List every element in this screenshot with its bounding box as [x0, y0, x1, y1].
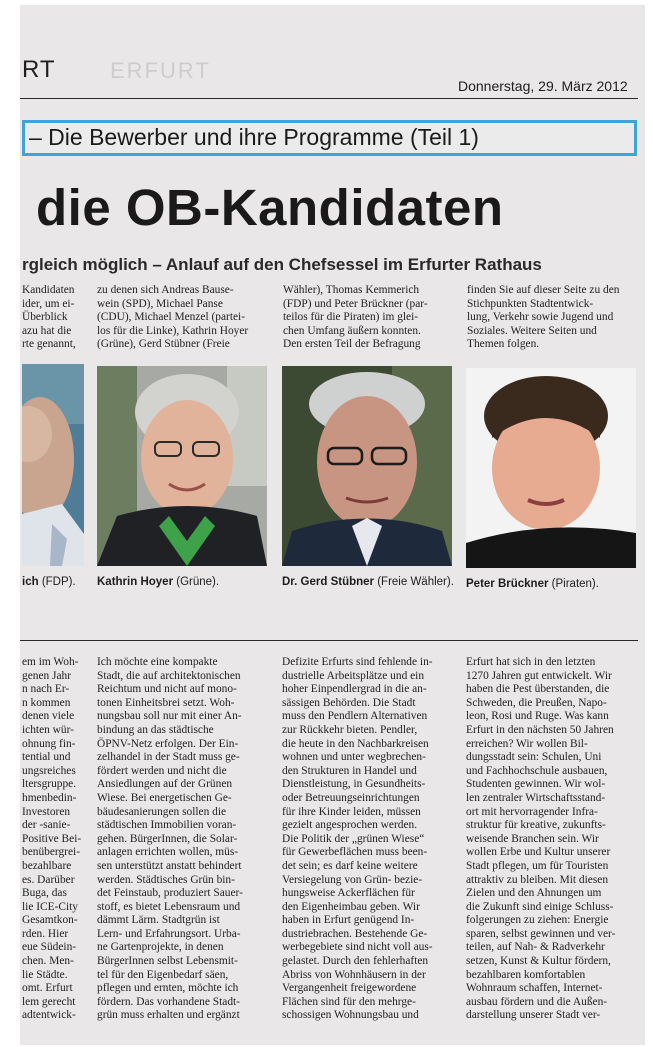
article-text: em im Woh- genen Jahr n nach Er- n kommen denen viele ichten wür- ohnung fin- tential und ungsreiches ltersgruppe. hmenbedin- Investoren der -sanie- Positive Bei- benübergrei- bezahlbare es. Darüber Buga, das lie ICE-City Gesamtkon- rden. Hier eue Südein- chen. Men- lie Städte. omt. Erfurt lem gerecht adtentwick-: [22, 656, 82, 1022]
candidate-photo-stuebner: [282, 366, 452, 566]
photo-caption-stuebner: [282, 576, 454, 588]
masthead-rule: [20, 98, 638, 99]
subheadline: rgleich möglich – Anlauf auf den Chefsessel im Erfurter Rathaus: [22, 255, 542, 274]
article-text: Ich möchte eine kompakte Stadt, die auf architektonischen Reichtum und nicht auf mono- tonen Einheitsbrei setzt. Woh- nungsbau soll nur mit einer An- bindung an das städtische ÖPNV-Netz erfolgen. Der Ein- zelhandel in der Stadt muss ge- fördert werden und nicht die Ansiedlungen auf der Grünen Wiese. Bei energetischen Ge- bäudesanierungen sollen die städtischen Immobilien voran- gehen. BürgerInnen, die Solar- anlagen errichten wollen, müs- sen unterstützt anstatt behindert werden. Städtisches Grün bin- det Feinstaub, produziert Sauer- stoff, es bietet Lebensraum und dämmt Lärm. Stadtgrün ist Lern- und Erfahrungsort. Urba- ne Gartenprojekte, in denen BürgerInnen selbst Lebensmit- tel für den Eigenbedarf säen, pflegen und ernten, möchte ich fördern. Das vorhandene Stadt- grün muss erhalten und ergänzt: [97, 656, 243, 1022]
intro-column-2: [97, 284, 269, 356]
caption-party: (FDP).: [38, 576, 76, 588]
article-column-kemmerich: [22, 656, 86, 1038]
series-banner: [22, 120, 637, 156]
photo-caption-hoyer: [97, 576, 219, 588]
article-text: Erfurt hat sich in den letzten 1270 Jahren gut entwickelt. Wir haben die Pest überstanden, die Schweden, die Preußen, Napo- leon, Rosi und Ruge. Was kann Erfurt in den nächsten 50 Jahren erreichen? Wir wollen Bil- dungsstadt sein: Schulen, Uni und Fachhochschule ausbauen, Studenten gewinnen. Wir wol- len zentraler Wirtschaftsstand- ort mit hervorragender Infra- struktur für kreative, zukunfts- weisende Branchen sein. Wir wollen Erbe und Kultur unserer Stadt pflegen, um für Touristen attraktiv zu bleiben. Mit diesen Zielen und den Ahnungen um die Zukunft sind einige Schluss- folgerungen zu ziehen: Energie sparen, selbst gewinnen und ver- teilen, auf Nah- & Radverkehr setzen, Kunst & Kultur fördern, bezahlbaren komfortablen Wohnraum schaffen, Internet- ausbau fördern und die Außen- darstellung unserer Stadt ver-: [466, 656, 616, 1022]
intro-text: zu denen sich Andreas Bause- wein (SPD), Michael Panse (CDU), Michael Menzel (partei- los für die Linke), Kathrin Hoyer (Grüne), Gerd Stübner (Freie: [97, 284, 249, 351]
photo-caption-kemmerich: [22, 576, 76, 588]
intro-column-4: [467, 284, 639, 356]
section-rule: [20, 640, 638, 641]
headline: die OB-Kandidaten: [36, 179, 504, 236]
article-column-hoyer: [97, 656, 271, 1038]
intro-text: finden Sie auf dieser Seite zu den Stichpunkten Stadtentwick- lung, Verkehr sowie Jugend und Soziales. Weitere Seiten und Themen folgen.: [467, 284, 620, 351]
caption-party: (Grüne).: [173, 576, 220, 588]
article-column-stuebner: [282, 656, 456, 1038]
caption-name: Peter Brückner: [466, 578, 549, 590]
ressort-label: RT: [22, 56, 56, 83]
photo-caption-brueckner: [466, 578, 599, 590]
intro-text: Wähler), Thomas Kemmerich (FDP) und Peter Brückner (par- teilos für die Piraten) im glei- chen Umfang äußern konnten. Den ersten Teil der Befragung: [283, 284, 428, 351]
caption-name: Dr. Gerd Stübner: [282, 576, 375, 588]
issue-date: Donnerstag, 29. März 2012: [458, 78, 628, 94]
candidate-photo-kemmerich: [22, 364, 84, 566]
article-column-brueckner: [466, 656, 640, 1038]
candidate-photo-hoyer: [97, 366, 267, 566]
intro-text: Kandidaten ider, um ei- Überblick azu hat die rte genannt,: [22, 284, 76, 351]
intro-column-3: [283, 284, 455, 356]
article-text: Defizite Erfurts sind fehlende in- dustrielle Arbeitsplätze und ein hoher Einpendlergrad in die an- sässigen Behörden. Die Stadt muss den Pendlern Alternativen zur Rückkehr bieten. Pendler, die heute in den Nachbarkreisen wohnen und unter wegbrechen- den Strukturen in Handel und Dienstleistung, in Gesundheits- oder Betreuungseinrichtungen für ihre Kinder leiden, müssen gezielt angesprochen werden. Die Politik der „grünen Wiese“ für Gewerbeflächen muss been- det sein; es darf keine weitere Versiegelung von Grün- bezie- hungsweise Ackerflächen für den Eigenheimbau geben. Wir haben in Erfurt genügend In- dustriebrachen. Bestehende Ge- werbegebiete sind nicht voll aus- gelastet. Durch den fehlerhaften Abriss von Wohnhäusern in der Vergangenheit freigewordene Flächen sind für den mehrge- schossigen Wohnungsbau und: [282, 656, 433, 1022]
candidate-photo-brueckner: [466, 368, 636, 568]
caption-name: ich: [22, 576, 39, 588]
series-title: – Die Bewerber und ihre Programme (Teil 1): [29, 124, 479, 150]
intro-column-1: [22, 284, 86, 356]
ressort-bleedthrough-text: ERFURT: [110, 58, 211, 83]
caption-name: Kathrin Hoyer: [97, 576, 174, 588]
caption-party: (Piraten).: [548, 578, 599, 590]
caption-party: (Freie Wähler).: [374, 576, 454, 588]
